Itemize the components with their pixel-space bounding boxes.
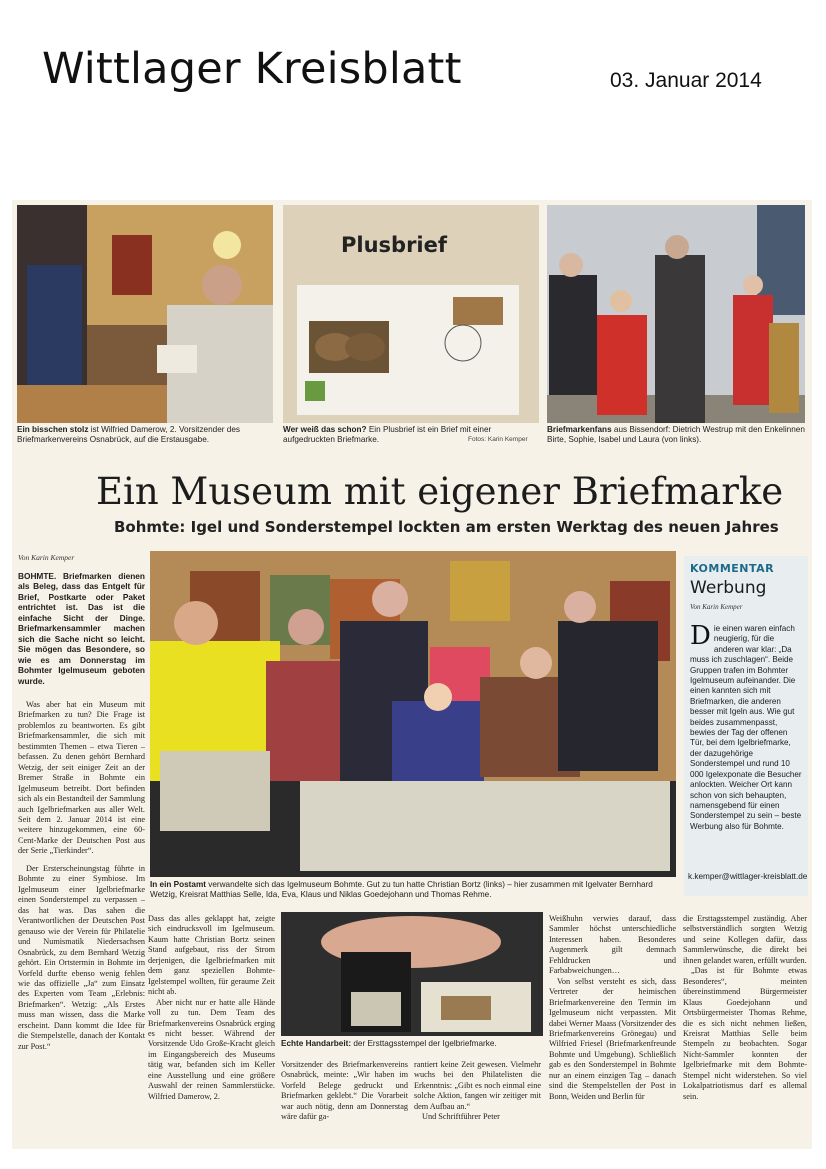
article-lead: BOHMTE. Briefmarken dienen als Beleg, dass das Entgelt für Brief, Postkarte oder Paket entrichtet ist. Das ist die einfache Sicht der Dinge. Briefmarkensammler machen sich die Sache nicht so leicht. Sie mögen das Besondere, so wie es am Donnerstag im Bohmter Igelmuseum geboten wurde. — [18, 571, 145, 686]
kommentar-title: Werbung — [690, 578, 767, 598]
kommentar-text: Die einen waren einfach neugierig, für die anderen war klar: „Da muss ich zuschlagen“. Beide Gruppen trafen im Bohmter Igelmuseum aufeinander. Die einen kannten sich mit Briefmarken, die anderen besser mit Igeln aus. Wie gut beides zusammenpasst, bewies der Tag der offenen Tür, bei dem Igelbriefmarke, der dazugehörige Sonderstempel und rund 10 000 Igelexponate die Besucher anlockten. Weicher Ort kann schon von sich behaupten, namensgebend für einen Sonderstempel zu sein – beste Werbung also für Bohmte. — [690, 624, 802, 831]
photo-plusbrief-caption: Wer weiß das schon? Ein Plusbrief ist ein Brief mit einer aufgedruckten Briefmarke. — [283, 425, 492, 445]
masthead-title: Wittlager Kreisblatt — [42, 44, 462, 94]
article-col6: die Ersttagsstempel zuständig. Aber selbstverständlich sorgten Wetzig und seine Kollegen dafür, dass Sammlerwünsche, die direkt bei ihnen gelandet waren, erfüllt wurden. „Das ist für Bohmte etwas Besonderes“, meinten übereinstimmend Bürgermeister Klaus Goedejohann und Ortsbürgermeister Thomas Rehme, die es sich nicht nehmen ließen, Kreisrat Matthias Selle beim Stempeln zu beobachten. Sogar Nicht-Sammler konnten der Igelbriefmarke mit dem Bohmte-Stempel nicht widerstehen. So viel Lokalpatriotismus darf es allemal sein. — [683, 914, 807, 1101]
photo-damerow-caption: Ein bisschen stolz ist Wilfried Damerow, 2. Vorsitzender des Briefmarkenvereins Osnabrück, auf die Erstausgabe. — [17, 425, 240, 445]
photo-postamt — [150, 551, 676, 877]
kommentar-dropcap: D — [690, 624, 711, 651]
article-col4: rantiert keine Zeit gewesen. Vielmehr wuchs bei den Philatelisten die Erkenntnis: „Gibt es noch einmal eine solche Aktion, fangen wir zeitiger mit dem Aufbau an.“ Und Schriftführer Peter — [414, 1060, 541, 1122]
article-byline: Von Karin Kemper — [18, 553, 75, 562]
photo-plusbrief — [283, 205, 539, 423]
photo-credit: Fotos: Karin Kemper — [468, 436, 528, 443]
masthead-date: 03. Januar 2014 — [610, 69, 762, 92]
article-col1-p2: Der Ersterscheinungstag führte in Bohmte zu einer Symbiose. Im Igelmuseum einer Igelbriefmarke einen Sonderstempel zu verpassen – das hat was. Das sahen die Verantwortlichen der Deutschen Post genauso wie der Verein für Philatelie und Numismatik Niedersachsen Osnabrück, zu dem Bernhard Wetzig gehört. Ein Ortstermin in Bohmte im Vorfeld durfte ebenso wenig fehlen wie das offizielle „Ja“ zum Einsatz des Experten vom Team „Erlebnis: Briefmarken“. Wetzig: „Als Erstes muss man wissen, dass die Marke erscheint. Dann kommt die Idee für die Stempelstelle, danach der Kontakt zur Post.“ — [18, 864, 145, 1051]
photo-bissendorf-caption: Briefmarkenfans aus Bissendorf: Dietrich Westrup mit den Enkelinnen Birte, Sophie, Isabel und Laura (von links). — [547, 425, 805, 445]
photo-bissendorf — [547, 205, 805, 423]
photo-damerow — [17, 205, 273, 423]
photo-stempel — [281, 912, 543, 1036]
photo-stempel-caption: Echte Handarbeit: der Ersttagsstempel der Igelbriefmarke. — [281, 1039, 497, 1048]
article-subheadline: Bohmte: Igel und Sonderstempel lockten am ersten Werktag des neuen Jahres — [114, 518, 779, 536]
photo-postamt-caption: In ein Postamt verwandelte sich das Igelmuseum Bohmte. Gut zu tun hatte Christian Bortz (links) – hier zusammen mit Igelvater Bernhard Wetzig, Kreisrat Matthias Selle, Ida, Eva, Klaus und Niklas Goedejohann und Thomas Rehme. — [150, 880, 653, 900]
article-col5: Weißhuhn verwies darauf, dass Sammler höchst unterschiedliche Interessen haben. Besonderes Augenmerk gilt demnach Fehldrucken und Farbabweichungen… Von selbst versteht es sich, dass Vertreter der heimischen Briefmarkenvereine den Termin im Igelmuseum nicht verpassten. Mit dabei Werner Maass (Vorsitzender des Briefmarkenvereins Grönegau) und Wilfried Friesel (Briefmarkenfreunde Bohmte und Umgebung). Schließlich gab es den Sonderstempel in Bohmte nur an einem einzigen Tag – danach sind die Stempelstellen der Post in Bonn, Weiden und Berlin für — [549, 914, 676, 1101]
article-col1-p1: Was aber hat ein Museum mit Briefmarken zu tun? Die Frage ist problemlos zu beantworten. Es gibt Briefmarkensammler, die sich mit bestimmten Themen – etwa Tieren – befassen. Zu denen gehört Bernhard Wetzig, der seit einiger Zeit an der Bremer Straße in Bohmte ein Igelmuseum betreibt. Dort befinden sich als ein Bestandteil der Sammlung auch Igelbriefmarken aus aller Welt. Seit dem 2. Januar 2014 ist eine weitere hinzugekommen, eine 60-Cent-Marke der Deutschen Post aus der Serie „Tierkinder“. — [18, 700, 145, 856]
kommentar-byline: Von Karin Kemper — [690, 603, 743, 611]
kommentar-label: KOMMENTAR — [690, 562, 775, 575]
article-headline: Ein Museum mit eigener Briefmarke — [96, 470, 784, 513]
plusbrief-title: Plusbrief — [341, 233, 448, 257]
article-col2: Dass das alles geklappt hat, zeigte sich eindrucksvoll im Igelmuseum. Kaum hatte Christian Bortz seinen Stand aufgebaut, riss der Strom derjenigen, die Igelbriefmarken mit dem ganz speziellen Bohmte-Igelstempel wollten, für geraume Zeit nicht ab. Aber nicht nur er hatte alle Hände voll zu tun. Dem Team des Briefmarkenvereins Osnabrück erging es nicht besser. Während der Vorsitzende Udo Große-Kracht gleich im Eingangsbereich des Museums tätig war, befanden sich im Keller eine Ausstellung und eine größere Auswahl der reinen Sammlerstücke. Wilfried Damerow, 2. — [148, 914, 275, 1101]
kommentar-email: k.kemper@wittlager-kreisblatt.de — [688, 872, 808, 881]
article-col3: Vorsitzender des Briefmarkenvereins Osnabrück, meinte: „Wir haben im Vorfeld Belege gedruckt und Briefmarken geklebt.“ Die Vorarbeit war auch nötig, denn am Donnerstag wäre dafür ga- — [281, 1060, 408, 1122]
